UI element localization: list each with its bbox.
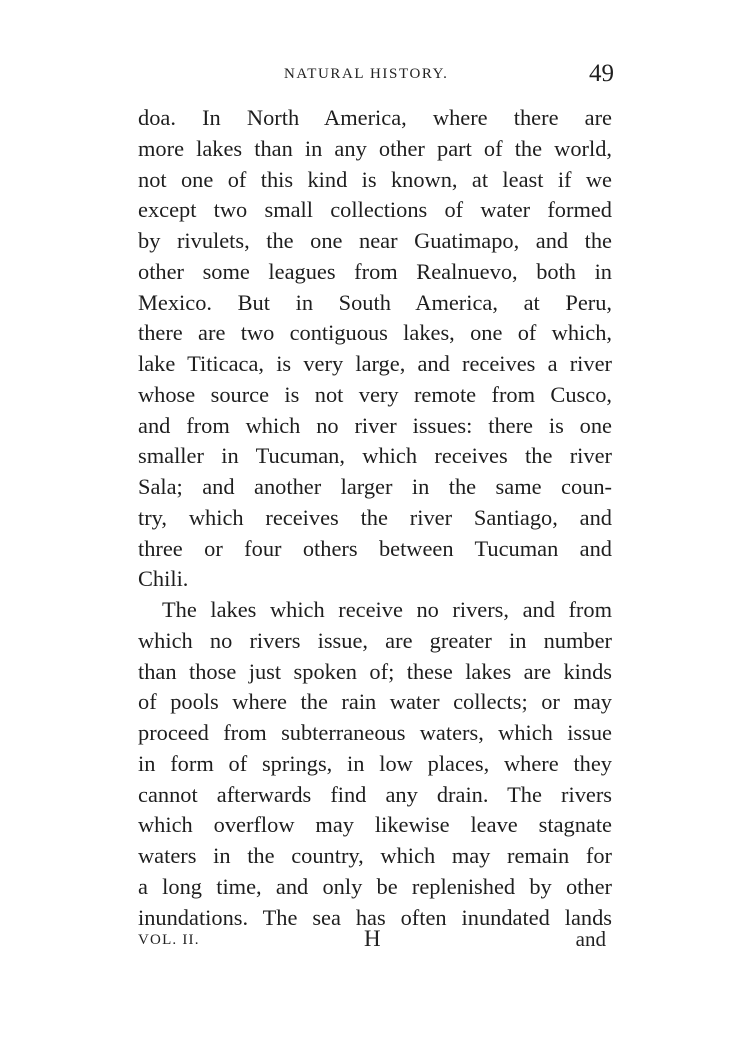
- text-line: which overflow may likewise leave stagnate: [138, 812, 612, 838]
- catchword: and: [575, 927, 606, 951]
- text-line: waters in the country, which may remain for: [138, 843, 612, 868]
- text-line: in form of springs, in low places, where they: [138, 750, 612, 776]
- text-line: Sala; and another larger in the same coun-: [138, 474, 612, 499]
- paragraph-2: [138, 595, 612, 933]
- page-footer: [138, 926, 612, 962]
- text-line: which no rivers issue, are greater in number: [138, 627, 612, 653]
- volume-signature: VOL. II.: [138, 932, 200, 948]
- page-header: [138, 56, 622, 96]
- text-line: not one of this kind is known, at least if we: [138, 166, 612, 192]
- text-line: Chili.: [138, 566, 189, 592]
- text-line: doa. In North America, where there are: [138, 105, 612, 130]
- text-line: inundations. The sea has often inundated lands: [138, 904, 612, 930]
- sheet-mark: H: [364, 926, 381, 951]
- text-line: proceed from subterraneous waters, which issue: [138, 720, 612, 745]
- paragraph-1: [138, 103, 612, 595]
- text-line: than those just spoken of; these lakes are kinds: [138, 658, 612, 684]
- running-head: NATURAL HISTORY.: [284, 66, 449, 82]
- page-number: 49: [589, 60, 614, 87]
- text-line: a long time, and only be replenished by other: [138, 873, 612, 899]
- text-line: try, which receives the river Santiago, and: [138, 504, 612, 530]
- text-line: there are two contiguous lakes, one of which,: [138, 320, 612, 346]
- text-line: of pools where the rain water collects; or may: [138, 689, 612, 715]
- text-line: three or four others between Tucuman and: [138, 535, 612, 561]
- text-line: and from which no river issues: there is one: [138, 412, 612, 438]
- text-line: other some leagues from Realnuevo, both in: [138, 258, 612, 284]
- text-line: whose source is not very remote from Cusco,: [138, 381, 612, 407]
- text-line: The lakes which receive no rivers, and from: [162, 597, 612, 622]
- text-line: Mexico. But in South America, at Peru,: [138, 289, 612, 315]
- body-text: [138, 103, 612, 933]
- text-line: more lakes than in any other part of the world,: [138, 135, 612, 161]
- text-line: by rivulets, the one near Guatimapo, and the: [138, 228, 612, 253]
- text-line: smaller in Tucuman, which receives the river: [138, 443, 612, 469]
- text-line: lake Titicaca, is very large, and receives a river: [138, 351, 612, 376]
- text-line: cannot afterwards find any drain. The rivers: [138, 781, 612, 807]
- text-line: except two small collections of water formed: [138, 197, 612, 223]
